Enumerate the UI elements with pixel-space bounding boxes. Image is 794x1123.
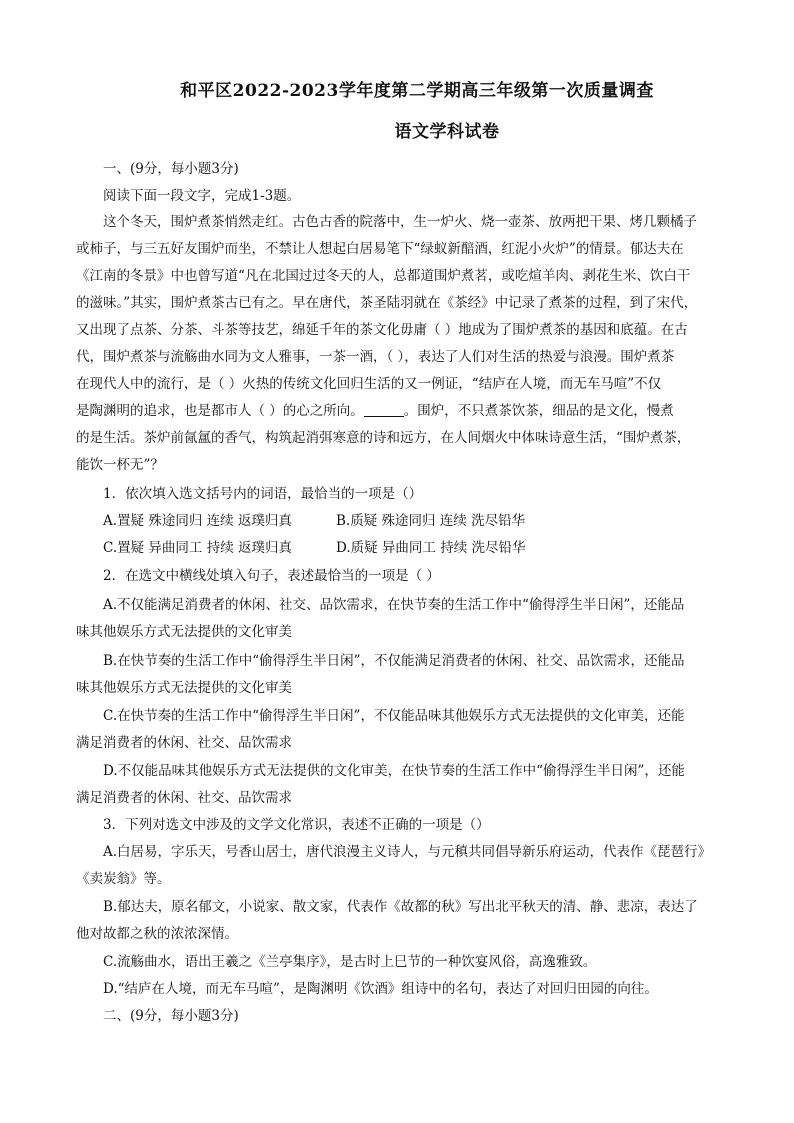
question-3-stem: 3．下列对选文中涉及的文学文化常识，表述不正确的一项是（）	[103, 817, 490, 833]
exam-subtitle: 语文学科试卷	[394, 122, 500, 142]
question-2-option-b: B.在快节奏的生活工作中“偷得浮生半日闲”，不仅能满足消费者的休闲、社交、品饮需求，还能品	[103, 653, 685, 669]
passage-line: 或柿子，与三五好友围炉而坐，不禁让人想起白居易笔下“绿蚁新醅酒，红泥小火炉”的情景。郁达夫在	[76, 241, 684, 257]
question-2-option-a-cont: 味其他娱乐方式无法提供的文化审美	[76, 624, 292, 640]
passage-line: 能饮一杯无”？	[76, 457, 164, 473]
question-2-option-a: A.不仅能满足消费者的休闲、社交、品饮需求，在快节奏的生活工作中“偷得浮生半日闲”，还能品	[103, 597, 685, 613]
question-1-stem: 1．依次填入选文括号内的词语，最恰当的一项是（）	[103, 486, 423, 502]
question-3-option-a-cont: 《卖炭翁》等。	[76, 871, 171, 887]
question-2-option-d: D.不仅能品味其他娱乐方式无法提供的文化审美，在快节奏的生活工作中“偷得浮生半日闲”，还能	[103, 763, 685, 779]
passage-line: 这个冬天，围炉煮茶悄然走红。古色古香的院落中，生一炉火、烧一壶茶、放两把干果、烤几颗橘子	[103, 214, 697, 230]
question-2-stem: 2．在选文中横线处填入句子，表述最恰当的一项是（ ）	[103, 568, 440, 584]
question-3-option-a: A.白居易，字乐天，号香山居士，唐代浪漫主义诗人，与元稹共同倡导新乐府运动，代表作《琵琶行》	[103, 844, 712, 860]
question-3-option-b-cont: 他对故都之秋的浓浓深情。	[76, 926, 238, 942]
question-3-option-c: C.流觞曲水，语出王羲之《兰亭集序》，是古时上巳节的一种饮宴风俗，高逸雅致。	[103, 954, 597, 970]
passage-line: 的滋味。”其实，围炉煮茶古已有之。早在唐代，茶圣陆羽就在《茶经》中记录了煮茶的过程，到了宋代，	[76, 295, 698, 311]
question-1-option-a: A.置疑 殊途同归 连续 返璞归真	[103, 513, 292, 529]
section-2-heading: 二、(9分，每小题3分)	[103, 1008, 239, 1024]
question-2-option-b-cont: 味其他娱乐方式无法提供的文化审美	[76, 680, 292, 696]
passage-line: 在现代人中的流行，是（ ）火热的传统文化回归生活的又一例证，“结庐在人境，而无车马喧”不仅	[76, 376, 662, 392]
reading-instruction: 阅读下面一段文字，完成1-3题。	[103, 188, 301, 204]
question-2-option-c-cont: 满足消费者的休闲、社交、品饮需求	[76, 735, 292, 751]
question-3-option-b: B.郁达夫，原名郁文，小说家、散文家，代表作《故都的秋》写出北平秋天的清、静、悲凉，表达了	[103, 899, 698, 915]
question-3-option-d: D.“结庐在人境，而无车马喧”，是陶渊明《饮酒》组诗中的名句，表达了对回归田园的向往。	[103, 981, 658, 997]
question-1-option-c: C.置疑 异曲同工 持续 返璞归真	[103, 540, 293, 556]
fill-blank	[364, 402, 404, 417]
passage-line: 又出现了点茶、分茶、斗茶等技艺，绵延千年的茶文化毋庸（ ）地成为了围炉煮茶的基因和底蕴。在古	[76, 322, 688, 338]
passage-line: 的是生活。茶炉前氤氲的香气，构筑起消弭寒意的诗和远方，在人间烟火中体味诗意生活，“围炉煮茶，	[76, 430, 691, 446]
question-1-option-b: B.质疑 殊途同归 连续 洗尽铅华	[336, 513, 526, 529]
passage-line: 代，围炉煮茶与流觞曲水同为文人雅事，一茶一酒，（ ），表达了人们对生活的热爱与浪漫。围炉煮茶	[76, 349, 675, 365]
passage-text: 是陶渊明的追求，也是都市人（ ）的心之所向。	[76, 403, 364, 419]
passage-line: 《江南的冬景》中也曾写道“凡在北国过过冬天的人，总都道围炉煮茗，或吃煊羊肉、剥花生米、饮白干	[76, 268, 691, 284]
question-2-option-c: C.在快节奏的生活工作中“偷得浮生半日闲”，不仅能品味其他娱乐方式无法提供的文化审美，还能	[103, 708, 685, 724]
passage-text: 。围炉，不只煮茶饮茶，细品的是文化，慢煮	[403, 403, 674, 419]
question-1-option-d: D.质疑 异曲同工 持续 洗尽铅华	[336, 540, 526, 556]
question-2-option-d-cont: 满足消费者的休闲、社交、品饮需求	[76, 790, 292, 806]
section-1-heading: 一、(9分，每小题3分)	[103, 161, 239, 177]
passage-line-with-blank	[76, 401, 674, 421]
exam-title: 和平区2022-2023学年度第二学期高三年级第一次质量调查	[180, 81, 654, 101]
